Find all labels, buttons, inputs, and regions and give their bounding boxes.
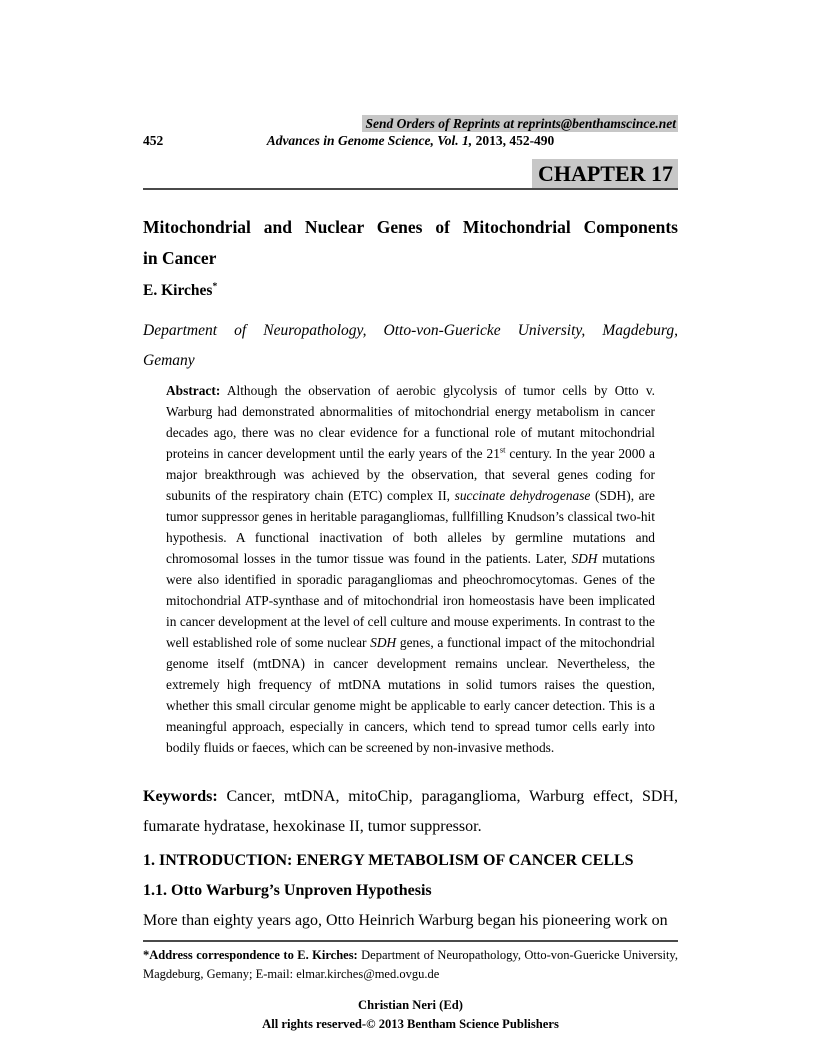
chapter-badge: CHAPTER 17 bbox=[532, 159, 678, 188]
chapter-header-rule bbox=[143, 159, 678, 190]
article-title: Mitochondrial and Nuclear Genes of Mitochondrial Components in Cancer bbox=[143, 217, 678, 268]
running-header bbox=[143, 132, 678, 150]
section-heading-introduction: 1. INTRODUCTION: ENERGY METABOLISM OF CANCER CELLS bbox=[143, 852, 634, 869]
abstract-paragraph: Abstract: Although the observation of aerobic glycolysis of tumor cells by Otto v. Warburg had demonstrated abnormalities of mitochondrial energy metabolism in cancer decades ago, there was no clear evidence for a functional role of mutant mitochondrial proteins in cancer development until the early years of the 21st century. In the year 2000 a major breakthrough was achieved by the observation, that several genes coding for subunits of the respiratory chain (ETC) complex II, succinate dehydrogenase (SDH), are tumor suppressor genes in heritable paragangliomas, fullfilling Knudson’s classical two-hit hypothesis. A functional inactivation of both alleles by germline mutations and chromosomal losses in the tumor tissue was found in the patients. Later, SDH mutations were also identified in sporadic paragangliomas and pheochromocytomas. Genes of the mitochondrial ATP-synthase and of mitochondrial iron homeostasis have been implicated in cancer development at the level of cell culture and mouse experiments. In contrast to the well established role of some nuclear SDH genes, a functional impact of the mitochondrial genome itself (mtDNA) in cancer development remains unclear. Nevertheless, the extremely high frequency of mtDNA mutations in solid tumors raises the question, whether this small circular genome might be applicable to early cancer detection. This is a meaningful approach, especially in cancers, which tend to spread tumor cells early into bodily fluids or faeces, which can be screened by non-invasive methods. bbox=[166, 383, 656, 755]
reprint-notice bbox=[143, 116, 678, 131]
body-paragraph: More than eighty years ago, Otto Heinrich Warburg began his pioneering work on bbox=[143, 912, 668, 929]
page-number: 452 bbox=[143, 133, 164, 148]
author-name: E. Kirches* bbox=[143, 280, 218, 299]
subsection-heading-warburg: 1.1. Otto Warburg’s Unproven Hypothesis bbox=[143, 882, 432, 899]
journal-title: Advances in Genome Science, Vol. 1, 2013, 452-490 bbox=[266, 133, 555, 148]
reprint-notice-text: Send Orders of Reprints at reprints@benthamscince.net bbox=[362, 115, 678, 132]
keywords-paragraph: Keywords: Cancer, mtDNA, mitoChip, paraganglioma, Warburg effect, SDH, fumarate hydratase, hexokinase II, tumor suppressor. bbox=[143, 788, 678, 835]
publisher-footer: Christian Neri (Ed) All rights reserved-© 2013 Bentham Science Publishers bbox=[262, 998, 559, 1031]
correspondence-footnote: *Address correspondence to E. Kirches: Department of Neuropathology, Otto-von-Guericke University, Magdeburg, Gemany; E-mail: elmar.kirches@med.ovgu.de bbox=[143, 940, 678, 984]
author-affiliation: Department of Neuropathology, Otto-von-Guericke University, Magdeburg, Gemany bbox=[143, 322, 678, 369]
